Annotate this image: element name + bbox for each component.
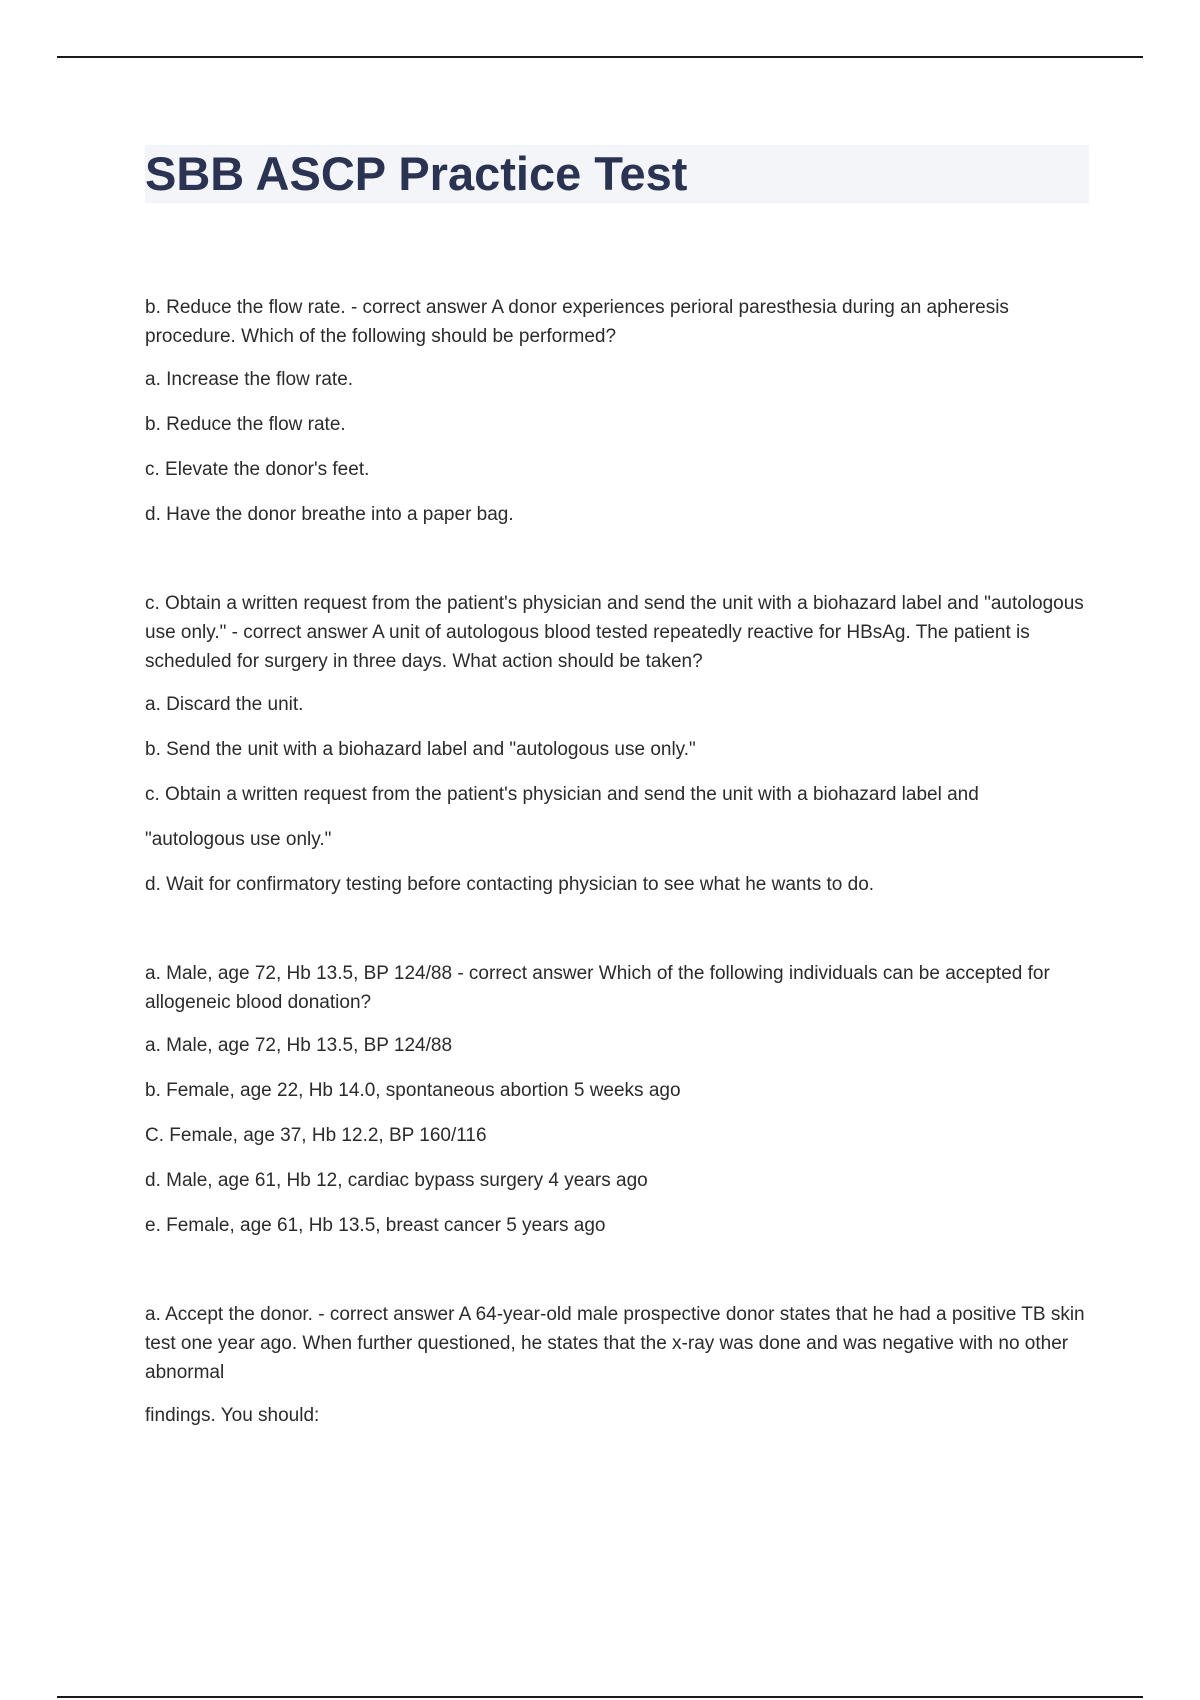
answer-option: b. Reduce the flow rate. bbox=[145, 414, 346, 435]
answer-option: b. Female, age 22, Hb 14.0, spontaneous abortion 5 weeks ago bbox=[145, 1080, 681, 1101]
question-stem: a. Male, age 72, Hb 13.5, BP 124/88 - correct answer Which of the following individuals can be accepted for allogeneic blood donation? bbox=[145, 963, 1050, 1013]
answer-option: a. Male, age 72, Hb 13.5, BP 124/88 bbox=[145, 1035, 453, 1056]
question-block-2 bbox=[145, 589, 1090, 899]
answer-option: d. Male, age 61, Hb 12, cardiac bypass surgery 4 years ago bbox=[145, 1170, 648, 1191]
answer-option: d. Wait for confirmatory testing before contacting physician to see what he wants to do. bbox=[145, 874, 875, 895]
answer-option: C. Female, age 37, Hb 12.2, BP 160/116 bbox=[145, 1125, 487, 1146]
question-stem: a. Accept the donor. - correct answer A 64-year-old male prospective donor states that he had a positive TB skin test one year ago. When further questioned, he states that the x-ray was done and was negative with no other abnormal bbox=[145, 1304, 1085, 1383]
answer-option: e. Female, age 61, Hb 13.5, breast cancer 5 years ago bbox=[145, 1215, 606, 1236]
answer-option: a. Discard the unit. bbox=[145, 694, 304, 715]
answer-option: findings. You should: bbox=[145, 1405, 320, 1426]
answer-option: a. Increase the flow rate. bbox=[145, 369, 354, 390]
answer-option: d. Have the donor breathe into a paper bag. bbox=[145, 504, 514, 525]
answer-option: "autologous use only." bbox=[145, 829, 332, 850]
question-stem: c. Obtain a written request from the patient's physician and send the unit with a biohazard label and "autologous use only." - correct answer A unit of autologous blood tested repeatedly reactive for HBsAg. The patient is scheduled for surgery in three days. What action should be taken? bbox=[145, 593, 1084, 672]
question-block-4 bbox=[145, 1300, 1090, 1430]
question-block-3 bbox=[145, 959, 1090, 1240]
question-stem: b. Reduce the flow rate. - correct answer A donor experiences perioral paresthesia during an apheresis procedure. Which of the following should be performed? bbox=[145, 297, 1009, 347]
answer-option: c. Obtain a written request from the patient's physician and send the unit with a biohazard label and bbox=[145, 784, 979, 805]
answer-option: c. Elevate the donor's feet. bbox=[145, 459, 370, 480]
page-bottom-rule bbox=[57, 1696, 1143, 1698]
answer-option: b. Send the unit with a biohazard label and "autologous use only." bbox=[145, 739, 696, 760]
page-top-rule bbox=[57, 56, 1143, 58]
question-block-1 bbox=[145, 293, 1090, 529]
page-title: SBB ASCP Practice Test bbox=[145, 147, 688, 200]
document-body bbox=[145, 293, 1090, 1490]
